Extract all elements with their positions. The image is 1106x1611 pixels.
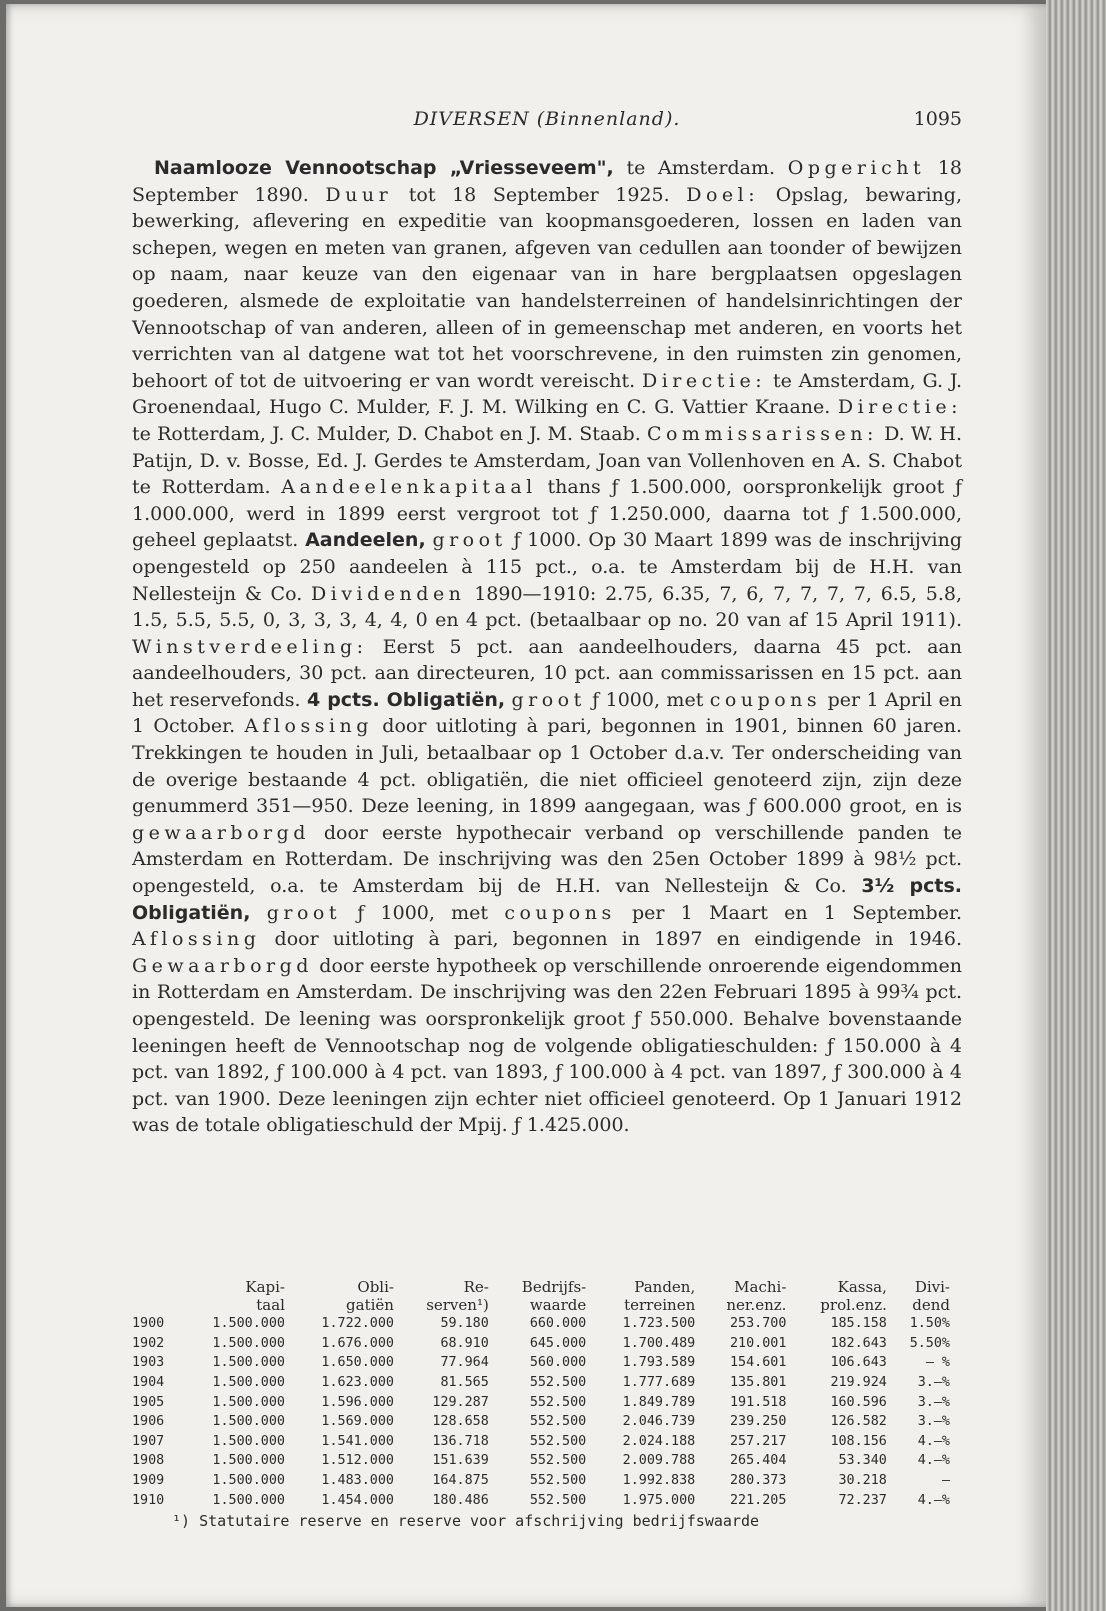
label-groot-obligaties-4: groot bbox=[511, 688, 586, 711]
cell-kassa: 182.643 bbox=[830, 1335, 887, 1351]
cell-year: 1906 bbox=[132, 1414, 165, 1430]
cell-obligatien: 1.483.000 bbox=[321, 1473, 394, 1489]
col-header-year bbox=[130, 1296, 178, 1314]
table-header-row-1 bbox=[130, 1278, 952, 1296]
cell-obligatien: 1.676.000 bbox=[321, 1335, 394, 1351]
cell-panden: 1.723.500 bbox=[622, 1316, 696, 1332]
cell-kapitaal: 1.500.000 bbox=[212, 1453, 285, 1469]
cell-obligatien: 1.623.000 bbox=[321, 1375, 394, 1391]
financial-table bbox=[130, 1278, 952, 1510]
cell-machinerie: 210.001 bbox=[729, 1335, 787, 1351]
col-header-obligatien: Obli- bbox=[357, 1278, 394, 1296]
company-location: te Amsterdam. bbox=[613, 157, 788, 179]
cell-bedrijfswaarde: 552.500 bbox=[529, 1394, 587, 1410]
value-doel: Opslag, bewaring, bewerking, aflevering en expeditie van koopmansgoederen, lossen en laden van schepen, wegen en meten van granen, afgeven van cedullen aan toonder of bewijzen op naam, naar keuze van den eigenaar van in hare bergplaatsen opgeslagen goederen, alsmede de exploitatie van handelsterreinen of handelsinrichtingen der Vennootschap of van anderen, alleen of in gemeenschap met anderen, en voorts het verrichten van al datgene wat tot het voorschrevene, in den ruimsten zin genomen, behoort of tot de uitvoering er van wordt vereischt. bbox=[132, 183, 962, 392]
cell-machinerie: 135.801 bbox=[729, 1375, 787, 1391]
label-groot-obligaties-35: groot bbox=[266, 901, 341, 924]
cell-kapitaal: 1.500.000 bbox=[212, 1473, 285, 1489]
page-number: 1095 bbox=[913, 108, 962, 130]
table-row bbox=[130, 1314, 952, 1334]
value-aandeelenkapitaal: thans ƒ 1.500.000, oorspronkelijk groot ƒ 1.000.000, werd in 1899 eerst vergroot tot ƒ 1.250.000, daarna tot ƒ 1.500.000, geheel geplaatst. bbox=[132, 476, 962, 552]
cell-dividend: 4.—% bbox=[917, 1492, 950, 1508]
cell-reserven: 180.486 bbox=[432, 1492, 489, 1508]
label-duur: Duur bbox=[325, 183, 393, 206]
cell-bedrijfswaarde: 552.500 bbox=[529, 1453, 587, 1469]
value-obligaties-35-b: per 1 Maart en 1 September. bbox=[615, 901, 962, 924]
label-directie-rotterdam: Directie: bbox=[837, 396, 962, 419]
cell-kassa: 108.156 bbox=[830, 1433, 887, 1449]
cell-dividend: 5.50% bbox=[909, 1335, 950, 1351]
cell-bedrijfswaarde: 552.500 bbox=[529, 1492, 587, 1508]
cell-bedrijfswaarde: 645.000 bbox=[529, 1335, 587, 1351]
cell-kassa: 53.340 bbox=[838, 1453, 887, 1469]
cell-panden: 2.009.788 bbox=[622, 1453, 696, 1469]
table-row bbox=[130, 1334, 952, 1354]
cell-panden: 1.992.838 bbox=[622, 1473, 696, 1489]
header-title: DIVERSEN (Binnenland). bbox=[413, 108, 681, 130]
cell-kassa: 72.237 bbox=[838, 1492, 887, 1508]
cell-kapitaal: 1.500.000 bbox=[212, 1433, 285, 1449]
label-obligaties-4: 4 pcts. Obligatiën, bbox=[306, 688, 506, 711]
value-obligaties-4-b: per 1 April en 1 October. bbox=[132, 688, 962, 738]
page-stack-edge bbox=[1046, 0, 1106, 1611]
cell-bedrijfswaarde: 660.000 bbox=[529, 1316, 587, 1332]
cell-reserven: 129.287 bbox=[432, 1394, 489, 1410]
cell-panden: 1.777.689 bbox=[622, 1375, 696, 1391]
cell-bedrijfswaarde: 552.500 bbox=[529, 1375, 587, 1391]
label-winstverdeeling: Winstverdeeling: bbox=[132, 635, 368, 658]
cell-obligatien: 1.541.000 bbox=[321, 1433, 394, 1449]
col-header-kapitaal: Kapi- bbox=[245, 1278, 285, 1296]
value-opgericht: 18 September 1890. bbox=[132, 157, 963, 206]
col-header-reserven: Re- bbox=[463, 1278, 489, 1296]
col-header-kassa: Kassa, bbox=[837, 1278, 887, 1296]
table-row bbox=[130, 1373, 952, 1393]
cell-machinerie: 257.217 bbox=[729, 1433, 787, 1449]
col-header-reserven: serven¹) bbox=[426, 1296, 489, 1314]
cell-obligatien: 1.512.000 bbox=[321, 1453, 394, 1469]
label-groot-aandeelen: groot bbox=[432, 529, 507, 552]
cell-obligatien: 1.650.000 bbox=[321, 1355, 394, 1371]
label-obligaties-35: 3½ pcts. Obligatiën, bbox=[132, 875, 962, 924]
cell-panden: 2.046.739 bbox=[622, 1414, 696, 1430]
cell-year: 1902 bbox=[132, 1335, 165, 1351]
cell-bedrijfswaarde: 560.000 bbox=[529, 1355, 587, 1371]
col-header-year bbox=[130, 1278, 178, 1296]
label-coupons-35: coupons bbox=[504, 901, 616, 924]
cell-machinerie: 280.373 bbox=[729, 1473, 787, 1489]
cell-dividend: 1.50% bbox=[909, 1316, 950, 1332]
footnote: ¹) Statutaire reserve en reserve voor afschrijving bedrijfswaarde bbox=[172, 1512, 759, 1530]
cell-reserven: 136.718 bbox=[432, 1433, 489, 1449]
value-obligaties-4-c: door uitloting à pari, begonnen in 1901, binnen 60 jaren. Trekkingen te houden in Juli, betaalbaar op 1 October d.a.v. Ter onderscheiding van de overige bestaande 4 pct. obligatiën, die niet officieel genoteerd zijn, zijn deze genummerd 351—950. Deze leening, in 1899 aangegaan, was ƒ 600.000 groot, en is bbox=[132, 715, 962, 818]
cell-kassa: 106.643 bbox=[830, 1355, 887, 1371]
cell-year: 1903 bbox=[132, 1355, 165, 1371]
company-entry bbox=[132, 155, 962, 1139]
cell-kassa: 160.596 bbox=[830, 1394, 887, 1410]
col-header-machinerie: Machi- bbox=[734, 1278, 787, 1296]
label-aflossing-4: Aflossing bbox=[244, 715, 373, 738]
value-obligaties-4-a: ƒ 1000, met bbox=[585, 688, 710, 711]
value-directie-rotterdam: te Rotterdam, J. C. Mulder, D. Chabot en J. M. Staab. bbox=[132, 422, 647, 445]
table-row bbox=[130, 1392, 952, 1412]
label-commissarissen: Commissarissen: bbox=[646, 422, 878, 445]
value-obligaties-4-d: door eerste hypothecair verband op verschillende panden te Amsterdam en Rotterdam. De inschrijving was den 25en October 1899 à 98½ pct. opengesteld, o.a. te Amsterdam bij de H.H. van Nellesteijn & Co. bbox=[132, 821, 962, 898]
cell-dividend: — bbox=[941, 1473, 950, 1489]
table-row bbox=[130, 1353, 952, 1373]
value-obligaties-35-c: door uitloting à pari, begonnen in 1897 en eindigende in 1946. bbox=[260, 928, 962, 951]
label-directie-amsterdam: Directie: bbox=[642, 369, 767, 392]
cell-year: 1905 bbox=[132, 1394, 165, 1410]
cell-reserven: 164.875 bbox=[432, 1473, 489, 1489]
cell-kapitaal: 1.500.000 bbox=[212, 1316, 285, 1332]
cell-dividend: 3.—% bbox=[917, 1414, 950, 1430]
col-header-obligatien: gatiën bbox=[346, 1296, 394, 1314]
cell-panden: 1.700.489 bbox=[622, 1335, 696, 1351]
cell-dividend: 3.—% bbox=[917, 1394, 950, 1410]
value-dividenden: 1890—1910: 2.75, 6.35, 7, 6, 7, 7, 7, 7, 6.5, 5.8, 1.5, 5.5, 5.5, 0, 3, 3, 3, 4, 4, 0 en 4 pct. (betaalbaar op no. 20 van af 15 April 1911). bbox=[132, 582, 962, 632]
cell-reserven: 81.565 bbox=[440, 1375, 489, 1391]
value-aandeelen: ƒ 1000. Op 30 Maart 1899 was de inschrijving opengesteld op 250 aandeelen à 115 pct., o.a. te Amsterdam bij de H.H. van Nellesteijn & Co. bbox=[132, 529, 962, 605]
book-page bbox=[6, 4, 1046, 1607]
cell-year: 1909 bbox=[132, 1473, 165, 1489]
cell-panden: 1.793.589 bbox=[622, 1355, 696, 1371]
label-aflossing-35: Aflossing bbox=[132, 928, 261, 951]
col-header-bedrijfswaarde: waarde bbox=[529, 1296, 587, 1314]
cell-panden: 1.849.789 bbox=[622, 1394, 696, 1410]
entry-paragraph bbox=[132, 155, 962, 1139]
cell-obligatien: 1.596.000 bbox=[321, 1394, 394, 1410]
col-header-dividend: Divi- bbox=[914, 1278, 950, 1296]
cell-machinerie: 191.518 bbox=[729, 1394, 787, 1410]
cell-machinerie: 221.205 bbox=[729, 1492, 787, 1508]
cell-kassa: 30.218 bbox=[838, 1473, 887, 1489]
label-gewaarborgd-4: gewaarborgd bbox=[132, 821, 310, 844]
cell-bedrijfswaarde: 552.500 bbox=[529, 1433, 587, 1449]
cell-reserven: 128.658 bbox=[432, 1414, 489, 1430]
cell-obligatien: 1.722.000 bbox=[321, 1316, 394, 1332]
cell-dividend: 4.—% bbox=[917, 1453, 950, 1469]
cell-kapitaal: 1.500.000 bbox=[212, 1335, 285, 1351]
table-header-row-2 bbox=[130, 1296, 952, 1314]
cell-kassa: 219.924 bbox=[830, 1375, 887, 1391]
cell-panden: 2.024.188 bbox=[622, 1433, 696, 1449]
table-row bbox=[130, 1412, 952, 1432]
col-header-panden: Panden, bbox=[634, 1278, 696, 1296]
value-winstverdeeling: Eerst 5 pct. aan aandeelhouders, daarna 45 pct. aan aandeelhouders, 30 pct. aan directeuren, 10 pct. aan commissarissen en 15 pct. aan het reservefonds. bbox=[132, 635, 962, 711]
cell-year: 1907 bbox=[132, 1433, 165, 1449]
cell-dividend: 3.—% bbox=[917, 1375, 950, 1391]
cell-machinerie: 239.250 bbox=[729, 1414, 787, 1430]
cell-reserven: 59.180 bbox=[440, 1316, 489, 1332]
label-aandeelenkapitaal: Aandeelenkapitaal bbox=[281, 476, 537, 499]
label-opgericht: Opgericht bbox=[787, 157, 926, 179]
cell-year: 1910 bbox=[132, 1492, 165, 1508]
cell-machinerie: 253.700 bbox=[729, 1316, 787, 1332]
value-commissarissen: D. W. H. Patijn, D. v. Bosse, Ed. J. Gerdes te Amsterdam, Joan van Vollenhoven en A. S. Chabot te Rotterdam. bbox=[132, 422, 962, 499]
table-row bbox=[130, 1471, 952, 1491]
table-row bbox=[130, 1490, 952, 1510]
value-obligaties-35-a: ƒ 1000, met bbox=[340, 901, 505, 924]
cell-kapitaal: 1.500.000 bbox=[212, 1414, 285, 1430]
label-dividenden: Dividenden bbox=[311, 582, 466, 605]
table-body bbox=[130, 1314, 952, 1510]
running-header bbox=[132, 108, 962, 138]
value-directie-amsterdam: te Amsterdam, G. J. Groenendaal, Hugo C. Mulder, F. J. M. Wilking en C. G. Vattier Kraane. bbox=[132, 369, 963, 419]
cell-kassa: 126.582 bbox=[830, 1414, 887, 1430]
label-doel: Doel: bbox=[686, 183, 760, 206]
cell-bedrijfswaarde: 552.500 bbox=[529, 1473, 587, 1489]
cell-machinerie: 154.601 bbox=[729, 1355, 787, 1371]
cell-kapitaal: 1.500.000 bbox=[212, 1375, 285, 1391]
cell-reserven: 151.639 bbox=[432, 1453, 489, 1469]
cell-kapitaal: 1.500.000 bbox=[212, 1492, 285, 1508]
cell-year: 1908 bbox=[132, 1453, 165, 1469]
table-row bbox=[130, 1432, 952, 1452]
company-name: Naamlooze Vennootschap „Vriesseveem", bbox=[154, 157, 614, 179]
value-duur: tot 18 September 1925. bbox=[392, 183, 687, 206]
col-header-kassa: prol.enz. bbox=[820, 1296, 887, 1314]
cell-bedrijfswaarde: 552.500 bbox=[529, 1414, 587, 1430]
col-header-dividend: dend bbox=[912, 1296, 950, 1314]
cell-kapitaal: 1.500.000 bbox=[212, 1394, 285, 1410]
cell-dividend: — % bbox=[925, 1355, 950, 1371]
label-coupons-4: coupons bbox=[709, 688, 822, 711]
cell-dividend: 4.—% bbox=[917, 1433, 950, 1449]
cell-panden: 1.975.000 bbox=[622, 1492, 696, 1508]
cell-year: 1904 bbox=[132, 1375, 165, 1391]
label-aandeelen: Aandeelen, bbox=[305, 529, 426, 552]
label-gewaarborgd-35: Gewaarborgd bbox=[132, 954, 313, 977]
cell-reserven: 68.910 bbox=[440, 1335, 489, 1351]
col-header-panden: terreinen bbox=[624, 1296, 696, 1314]
col-header-bedrijfswaarde: Bedrijfs- bbox=[521, 1278, 587, 1296]
cell-year: 1900 bbox=[132, 1316, 165, 1332]
cell-kapitaal: 1.500.000 bbox=[212, 1355, 285, 1371]
col-header-machinerie: ner.enz. bbox=[726, 1296, 787, 1314]
table-row bbox=[130, 1451, 952, 1471]
col-header-kapitaal: taal bbox=[256, 1296, 285, 1314]
value-obligaties-35-d: door eerste hypotheek op verschillende onroerende eigendommen in Rotterdam en Amsterdam. De inschrijving was den 22en Februari 1895 à 99¾ pct. opengesteld. De leening was oorspronkelijk groot ƒ 550.000. Behalve bovenstaande leeningen heeft de Vennootschap nog de volgende obligatieschulden: ƒ 150.000 à 4 pct. van 1892, ƒ 100.000 à 4 pct. van 1893, ƒ 100.000 à 4 pct. van 1897, ƒ 300.000 à 4 pct. van 1900. Deze leeningen zijn echter niet officieel genoteerd. Op 1 Januari 1912 was de totale obligatieschuld der Mpij. ƒ 1.425.000. bbox=[132, 954, 962, 1137]
cell-obligatien: 1.569.000 bbox=[321, 1414, 394, 1430]
cell-kassa: 185.158 bbox=[830, 1316, 887, 1332]
cell-machinerie: 265.404 bbox=[729, 1453, 787, 1469]
cell-reserven: 77.964 bbox=[440, 1355, 489, 1371]
cell-obligatien: 1.454.000 bbox=[321, 1492, 394, 1508]
